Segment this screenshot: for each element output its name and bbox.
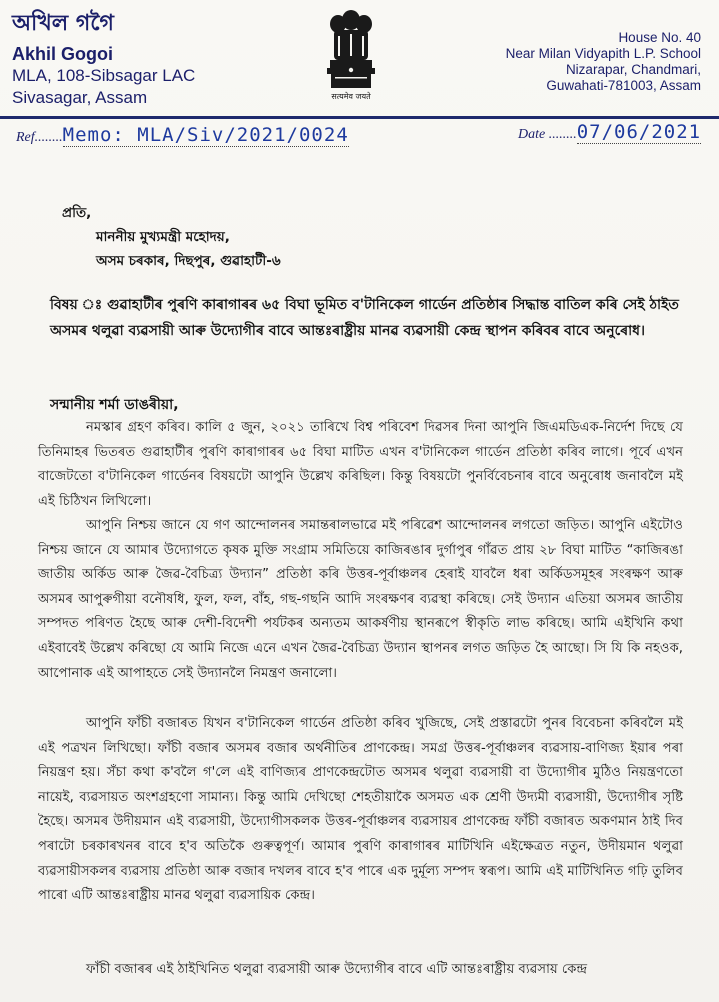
- paragraph-text: আপুনি ফাঁচী বজাৰত যিখন ব'টানিকেল গাৰ্ডেন প্ৰতিষ্ঠা কৰিব খুজিছে, সেই প্ৰস্তাৱটো পুনৰ বিবেচনা কৰিবলৈ মই এই পত্ৰখন লিখিছো। ফাঁচী বজাৰ অসমৰ বজাৰ অৰ্থনীতিৰ প্ৰাণকেন্দ্ৰ। সমগ্ৰ উত্তৰ-পূৰ্বাঞ্চলৰ ব্যৱসায়-বাণিজ্য ইয়াৰ পৰা নিয়ন্ত্ৰণ হয়। সঁচা কথা ক'বলৈ গ'লে এই বাণিজ্যৰ প্ৰাণকেন্দ্ৰটোত অসমৰ থলুৱা ব্যৱসায়ী বা উদ্যোগীৰ মুঠিও নিয়ন্ত্ৰণতো নায়েই, ব্যৱসায়ত অংশগ্ৰহণো সামান্য। কিন্তু আমি দেখিছো শেহতীয়াকৈ অসমত এক শ্ৰেণী উদ্যমী ব্যৱসায়ী, উদ্যোগীৰ সৃষ্টি হৈছে। অসমৰ উদীয়মান এই ব্যৱসায়ী, উদ্যোগীসকলক উত্তৰ-পূৰ্বাঞ্চলৰ ব্যৱসায়ৰ প্ৰাণকেন্দ্ৰ ফাঁচী বজাৰত অকণমান ঠাই দিব পৰাটো চৰকাৰখনৰ বাবে হ'ব অতিকৈ গুৰুত্বপূৰ্ণ। আমাৰ পুৰণি কাৰাগাৰৰ মাটিখিনি এইক্ষেত্ৰত নতুন, উদীয়মান থলুৱা ব্যৱসায়ীসকলৰ ব্যৱসায় প্ৰতিষ্ঠা আৰু বজাৰ দখলৰ বাবে হ'ব পাৰে এক দুৰ্মূল্য সম্পদ স্বৰূপ। আমি এই মাটিখিনিত গঢ়ি তুলিব পাৰো এটি আন্তঃৰাষ্ট্ৰীয় মানৱ থলুৱা ব্যৱসায়িক কেন্দ্ৰ।: [38, 716, 683, 904]
- date-line: [518, 121, 701, 143]
- emblem-motto: सत्यमेव जयते: [331, 92, 371, 101]
- recipient-address: অসম চৰকাৰ, দিছপুৰ, গুৱাহাটী-৬: [96, 253, 281, 269]
- paragraph-text: নমস্কাৰ গ্ৰহণ কৰিব। কালি ৫ জুন, ২০২১ তাৰিখে বিশ্ব পৰিবেশ দিৱসৰ দিনা আপুনি জিএমডিএক-নিৰ্দেশ দিছে যে তিনিমাহৰ ভিতৰত গুৱাহাটীৰ পুৰণি কাৰাগাৰৰ ৬৫ বিঘা মাটিত এখন ব'টানিকেল গাৰ্ডেন প্ৰতিষ্ঠা কৰিব লাগে। পূৰ্বে এখন বাজেটতো ব'টানিকেল গাৰ্ডেনৰ বিষয়টো আপুনি উল্লেখ কৰিছিল। কিন্তু বিষয়টো পুনৰ্বিবেচনাৰ বাবে অনুৰোধ জনাবলৈ মই এই চিঠিখন লিখিলো।: [38, 420, 683, 509]
- sender-designation: MLA, 108-Sibsagar LAC: [12, 66, 196, 85]
- sender-location: Sivasagar, Assam: [12, 88, 148, 107]
- letterhead-address: [506, 30, 701, 94]
- paragraph-text: ফাঁচী বজাৰৰ এই ঠাইখিনিত থলুৱা ব্যৱসায়ী আৰু উদ্যোগীৰ বাবে এটি আন্তঃৰাষ্ট্ৰীয় ব্যৱসায় কেন্দ্ৰ: [86, 962, 588, 977]
- date-value: 07/06/2021: [576, 121, 702, 143]
- address-line: Guwahati-781003, Assam: [546, 78, 701, 93]
- sender-name-english: Akhil Gogoi: [12, 44, 113, 64]
- address-line: House No. 40: [618, 30, 701, 45]
- recipient-title: মাননীয় মুখ্যমন্ত্ৰী মহোদয়,: [96, 229, 230, 245]
- national-emblem: [312, 6, 390, 106]
- body-paragraph: [38, 416, 683, 514]
- paragraph-text: আপুনি নিশ্চয় জানে যে গণ আন্দোলনৰ সমান্তৰালভাৱে মই পৰিৱেশ আন্দোলনৰ লগতো জড়িত। আপুনি এইটোও নিশ্চয় জানে যে আমাৰ উদ্যোগতে কৃষক মুক্তি সংগ্ৰাম সমিতিয়ে কাজিৰঙাৰ দুৰ্গাপুৰ গাঁৱত প্ৰায় ২৮ বিঘা মাটিত “কাজিৰঙা জাতীয় অৰ্কিড আৰু জৈৱ-বৈচিত্ৰ্য উদ্যান” প্ৰতিষ্ঠা কৰি উত্তৰ-পূৰ্বাঞ্চলৰ হেৰাই যাবলৈ ধৰা অৰ্কিডসমূহৰ সংৰক্ষণ আৰু অসমৰ আপুৰুগীয়া বনৌষধি, ফুল, ফল, বাঁহ, গছ-গছনি আদি সংৰক্ষণৰ ব্যৱস্থা কৰিছে। সেই উদ্যান এতিয়া অসমৰ জাতীয় সম্পদত পৰিণত হৈছে আৰু দেশী-বিদেশী পৰ্যটকৰ অন্যতম আকৰ্ষণীয় স্থানৰূপে স্বীকৃতি লাভ কৰিছে। আমি এইখিনি কথা এইবাবেই উল্লেখ কৰিছো যে আমি নিজে এনে এখন জৈৱ-বৈচিত্ৰ্য উদ্যান স্থাপনৰ লগত জড়িত হৈ আছো। সি যি কি নহওক, আপোনাক এই আপাহতে সেই উদ্যানলৈ নিমন্ত্ৰণ জনালো।: [38, 518, 683, 681]
- lion-capital-icon: [321, 6, 381, 90]
- reference-number: Memo: MLA/Siv/2021/0024: [62, 124, 349, 146]
- recipient-to-label: প্ৰতি,: [62, 205, 92, 221]
- sender-name-assamese: অখিল গগৈ: [12, 11, 114, 36]
- reference-line: [16, 124, 349, 146]
- body-paragraph: [38, 514, 683, 686]
- address-line: Near Milan Vidyapith L.P. School: [505, 46, 701, 61]
- body-paragraph: [38, 712, 683, 909]
- reference-label: Ref........: [16, 130, 63, 145]
- body-paragraph: [38, 958, 683, 983]
- salutation: সন্মানীয় শৰ্মা ডাঙৰীয়া,: [50, 397, 179, 413]
- letterhead-left: [12, 6, 195, 109]
- header-divider: [0, 116, 719, 119]
- letter-subject: বিষয় ঃ গুৱাহাটীৰ পুৰণি কাৰাগাৰৰ ৬৫ বিঘা ভূমিত ব'টানিকেল গাৰ্ডেন প্ৰতিষ্ঠাৰ সিদ্ধান্ত বাতিল কৰি সেই ঠাইত অসমৰ থলুৱা ব্যৱসায়ী আৰু উদ্যোগীৰ বাবে আন্তঃৰাষ্ট্ৰীয় মানৱ ব্যৱসায়ী কেন্দ্ৰ স্থাপন কৰিবৰ বাবে অনুৰোধ।: [50, 297, 679, 339]
- date-label: Date ........: [518, 127, 577, 142]
- address-line: Nizarapar, Chandmari,: [565, 62, 701, 77]
